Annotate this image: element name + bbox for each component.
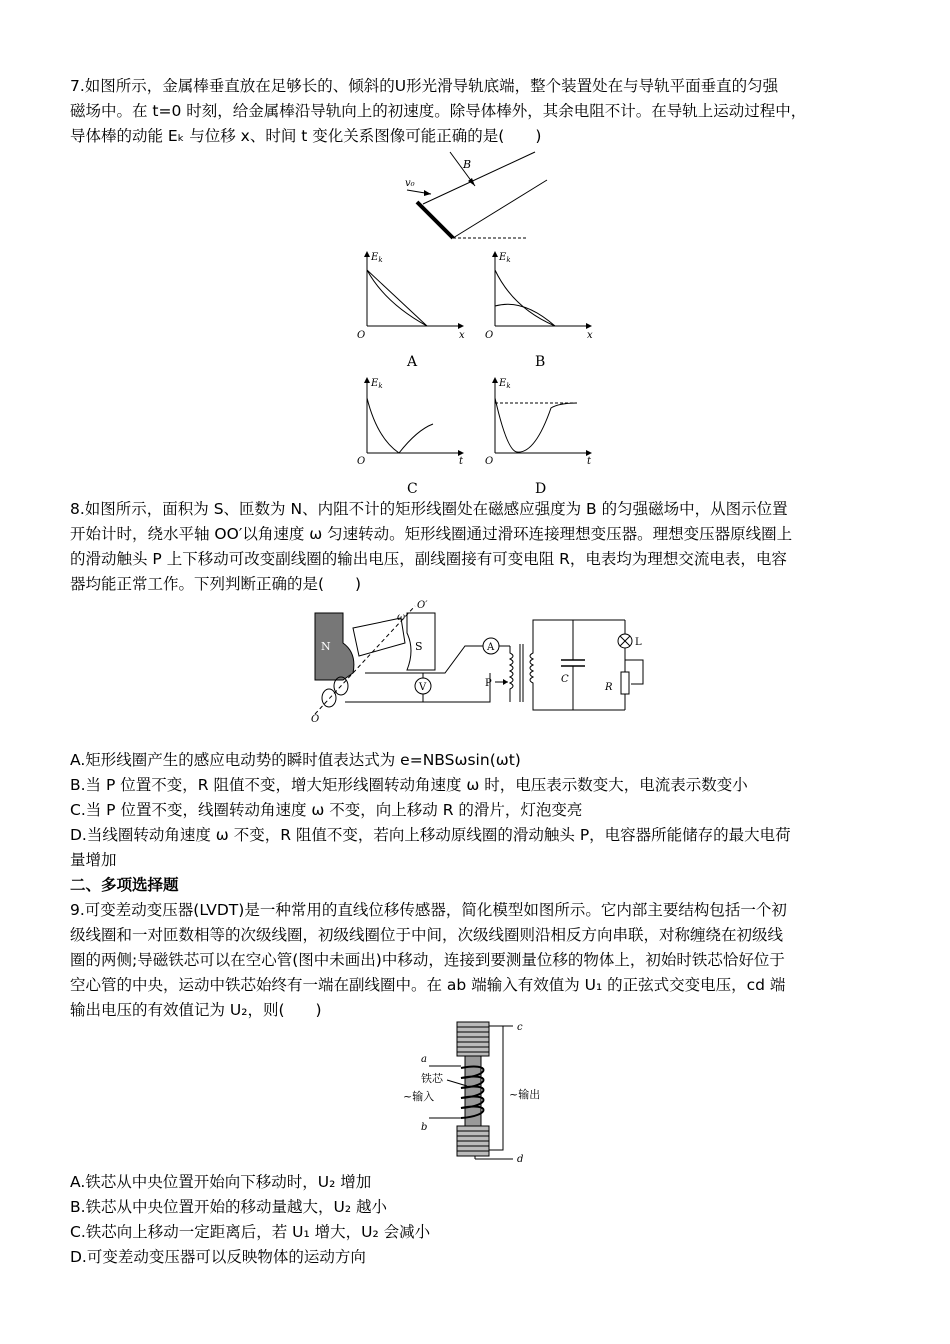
core-label: 铁芯 xyxy=(421,1072,443,1085)
q9-line: 圈的两侧;导磁铁芯可以在空心管(图中未画出)中移动，连接到要测量位移的物体上，初始时铁芯恰好位于 xyxy=(70,951,785,969)
q8-option-d-continued: 量增加 xyxy=(70,851,117,869)
output-bracket xyxy=(489,1026,503,1150)
ek-axis-label: $E_k$ xyxy=(499,252,511,264)
slider-label-p: P xyxy=(485,678,492,689)
q8-line: 的滑动触头 P 上下移动可改变副线圈的输出电压，副线圈接有可变电阻 R，电表均为理想交流电表，电容 xyxy=(70,550,787,568)
graph-b-curve xyxy=(495,304,555,326)
q8-option-b[interactable]: B.当 P 位置不变，R 阻值不变，增大矩形线圈转动角速度 ω 时，电压表示数变大，电流表示数变小 xyxy=(70,776,748,794)
ammeter-label: A xyxy=(487,642,495,653)
v0-label: v₀ xyxy=(405,178,415,189)
input-label: ~输入 xyxy=(403,1090,435,1103)
q8-line: 开始计时，绕水平轴 OO′以角速度 ω 匀速转动。矩形线圈通过滑环连接理想变压器。理想变压器原线圈上 xyxy=(70,525,793,543)
graph-a-curve xyxy=(367,270,427,326)
output-label: ~输出 xyxy=(509,1088,541,1101)
primary-coil xyxy=(510,646,513,698)
origin-label: O xyxy=(357,330,366,341)
q7-rail-figure xyxy=(395,150,555,245)
q8-line: 器均能正常工作。下列判断正确的是( ) xyxy=(70,575,362,593)
q7-line: 磁场中。在 t=0 时刻，给金属棒沿导轨向上的初速度。除导体棒外，其余电阻不计。在导轨上运动过程中， xyxy=(70,102,807,120)
rectangular-coil xyxy=(353,618,405,656)
q9-line: 空心管的中央，运动中铁芯始终有一端在副线圈中。在 ab 端输入有效值为 U₁ 的正弦式交变电压，cd 端 xyxy=(70,976,786,994)
wire xyxy=(533,620,625,646)
core-pointer xyxy=(447,1080,467,1086)
ek-axis-label: $E_k$ xyxy=(371,252,383,264)
graph-label-c: C xyxy=(407,481,418,497)
ek-axis-label: $E_k$ xyxy=(371,378,383,390)
wire xyxy=(533,698,625,710)
q9-option-a[interactable]: A.铁芯从中央位置开始向下移动时，U₂ 增加 xyxy=(70,1173,372,1191)
x-axis-label: x xyxy=(587,330,593,341)
graph-a xyxy=(357,252,465,370)
terminal-c-label: c xyxy=(517,1022,523,1033)
q9-stem xyxy=(70,898,890,1023)
rail-upper xyxy=(423,152,535,204)
q7-line: 7.如图所示，金属棒垂直放在足够长的、倾斜的U形光滑导轨底端，整个装置处在与导轨平面垂直的匀强 xyxy=(70,77,779,95)
q8-generator-figure xyxy=(305,598,650,726)
origin-label: O xyxy=(485,456,494,467)
t-axis-label: t xyxy=(459,456,464,467)
origin-label: O xyxy=(357,456,366,467)
q9-option-c[interactable]: C.铁芯向上移动一定距离后，若 U₁ 增大，U₂ 会减小 xyxy=(70,1223,431,1241)
terminal-a-label: a xyxy=(421,1054,427,1065)
terminal-d-label: d xyxy=(517,1154,524,1165)
q9-line: 9.可变差动变压器(LVDT)是一种常用的直线位移传感器，简化模型如图所示。它内部主要结构包括一个初 xyxy=(70,901,787,919)
origin-label: O xyxy=(485,330,494,341)
graph-label-a: A xyxy=(407,354,418,370)
q8-option-d[interactable]: D.当线圈转动角速度 ω 不变，R 阻值不变，若向上移动原线圈的滑动触头 P，电容器所能储存的最大电荷 xyxy=(70,826,791,844)
rheostat xyxy=(621,672,629,694)
capacitor-label: C xyxy=(561,674,569,685)
graph-c-curve xyxy=(367,398,433,453)
q8-option-a[interactable]: A.矩形线圈产生的感应电动势的瞬时值表达式为 e=NBSωsin(ωt) xyxy=(70,751,521,769)
graph-b-curve xyxy=(495,270,555,326)
magnet-n-label: N xyxy=(321,640,331,653)
q9-line: 输出电压的有效值记为 U₂，则( ) xyxy=(70,1001,322,1019)
q8-line: 8.如图所示，面积为 S、匝数为 N、内阻不计的矩形线圈处在磁感应强度为 B 的匀强磁场中，从图示位置 xyxy=(70,500,788,518)
graph-b xyxy=(485,252,593,370)
graph-label-d: D xyxy=(535,481,547,497)
q7-graphs xyxy=(355,248,600,498)
ek-axis-label: $E_k$ xyxy=(499,378,511,390)
rail-lower xyxy=(453,180,547,238)
q9-option-b[interactable]: B.铁芯从中央位置开始的移动量越大，U₂ 越小 xyxy=(70,1198,388,1216)
field-label-b: B xyxy=(463,158,472,171)
q8-stem xyxy=(70,497,890,597)
q7-line: 导体棒的动能 Eₖ 与位移 x、时间 t 变化关系图像可能正确的是( ) xyxy=(70,127,542,145)
voltmeter-label: V xyxy=(419,682,427,693)
q9-line: 级线圈和一对匝数相等的次级线圈，初级线圈位于中间，次级线圈则沿相反方向串联，对称缠绕在初级线 xyxy=(70,926,784,944)
q7-stem xyxy=(70,74,890,149)
magnet-s-label: S xyxy=(415,640,423,653)
graph-d-curve xyxy=(495,398,577,452)
graph-d xyxy=(485,378,592,497)
q8-option-c[interactable]: C.当 P 位置不变，线圈转动角速度 ω 不变，向上移动 R 的滑片，灯泡变亮 xyxy=(70,801,583,819)
graph-c xyxy=(357,378,464,497)
q9-option-d[interactable]: D.可变差动变压器可以反映物体的运动方向 xyxy=(70,1248,366,1266)
axis-label-o-prime: O′ xyxy=(417,600,428,611)
section-heading: 二、多项选择题 xyxy=(70,876,179,894)
x-axis-label: x xyxy=(459,330,465,341)
metal-rod xyxy=(417,202,453,238)
secondary-coil xyxy=(530,646,533,698)
rheostat-label: R xyxy=(605,682,613,693)
terminal-b-label: b xyxy=(421,1122,428,1133)
t-axis-label: t xyxy=(587,456,592,467)
axis-label-o: O xyxy=(311,714,320,725)
q9-lvdt-figure xyxy=(395,1018,555,1163)
graph-label-b: B xyxy=(535,354,546,370)
slip-ring xyxy=(322,689,336,707)
arrow-head xyxy=(424,190,431,196)
slider-arrow xyxy=(503,679,508,685)
lamp-label: L xyxy=(635,637,642,648)
omega-label: ω xyxy=(397,612,406,623)
